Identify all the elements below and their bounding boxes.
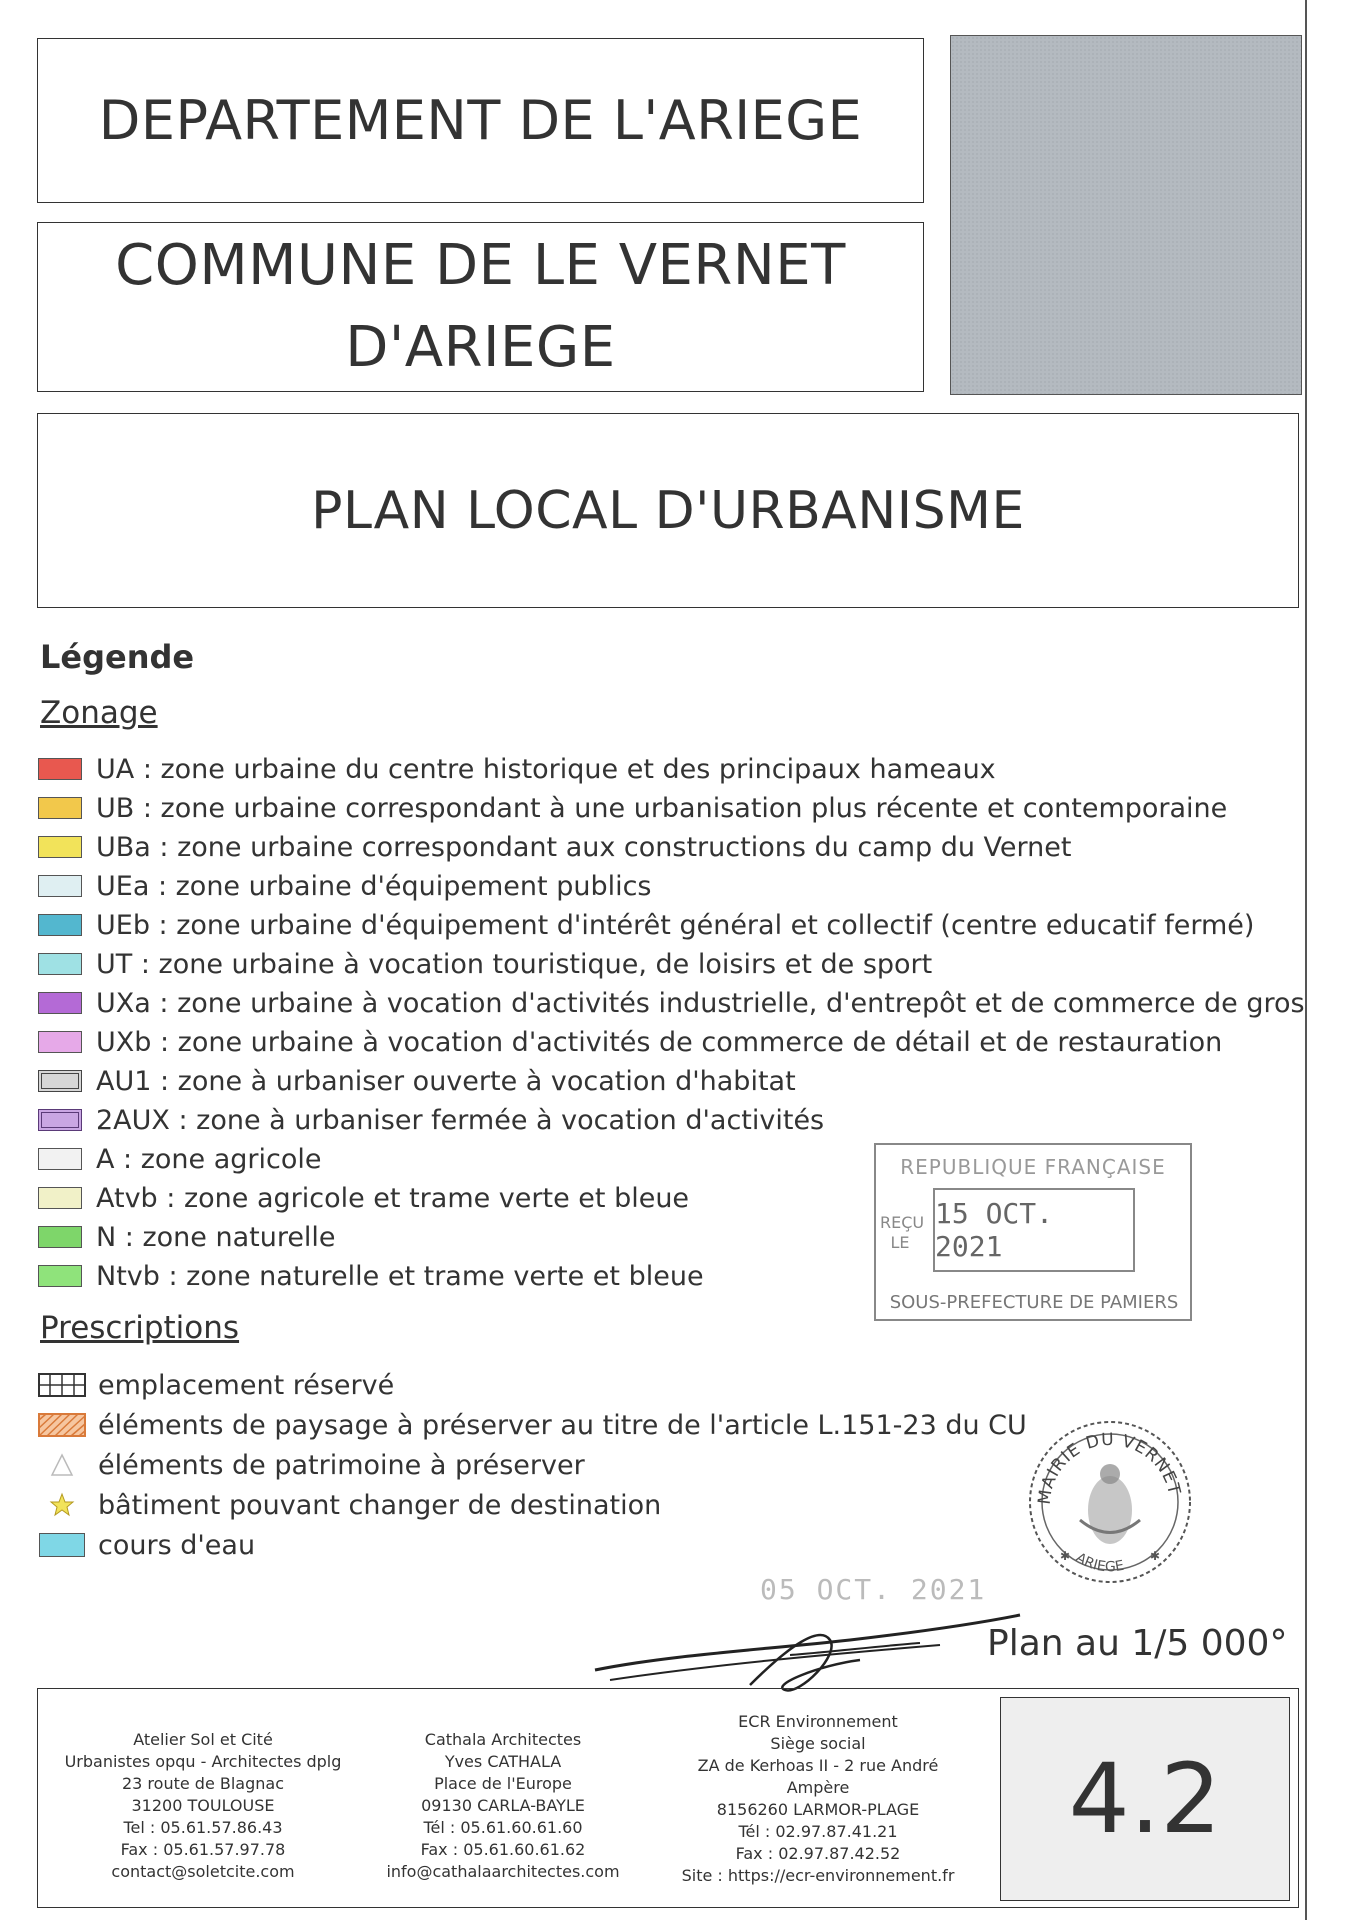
- stamp-sous-prefecture: SOUS-PREFECTURE DE PAMIERS: [889, 1292, 1179, 1313]
- seal-text: MAIRIE DU VERNET: [1034, 1429, 1185, 1506]
- footer-line: Cathala Architectes: [424, 1730, 582, 1749]
- zone-label: UA : zone urbaine du centre historique et des principaux hameaux: [96, 753, 996, 785]
- footer-line: Site : https://ecr-environnement.fr: [681, 1866, 955, 1885]
- document-number: 4.2: [1068, 1743, 1222, 1855]
- zone-item-uea: [38, 867, 652, 905]
- zone-swatch: [38, 953, 82, 975]
- footer-line: Place de l'Europe: [434, 1774, 572, 1793]
- svg-text:✱: ✱: [1060, 1549, 1071, 1563]
- zone-item-ueb: [38, 906, 1254, 944]
- date-stamp: 05 OCT. 2021: [760, 1573, 987, 1606]
- footer-ecr: [658, 1711, 978, 1887]
- zone-swatch: [38, 992, 82, 1014]
- zone-label: N : zone naturelle: [96, 1221, 336, 1253]
- prescription-item-reserve: [38, 1366, 394, 1404]
- prescription-item-paysage: [38, 1406, 1027, 1444]
- footer-line: Tél : 02.97.87.41.21: [738, 1822, 898, 1841]
- zone-label: Ntvb : zone naturelle et trame verte et bleue: [96, 1260, 704, 1292]
- zone-label: Atvb : zone agricole et trame verte et bleue: [96, 1182, 690, 1214]
- zone-label: UEb : zone urbaine d'équipement d'intérêt général et collectif (centre educatif fermé): [96, 909, 1255, 941]
- zone-swatch: [38, 914, 82, 936]
- prescription-label: éléments de patrimoine à préserver: [98, 1449, 585, 1481]
- department-title: DEPARTEMENT DE L'ARIEGE: [98, 89, 863, 152]
- zone-item-ua: [38, 750, 996, 788]
- stamp-republique: REPUBLIQUE FRANÇAISE: [900, 1155, 1166, 1179]
- zone-swatch: [38, 1031, 82, 1053]
- zone-label: UXb : zone urbaine à vocation d'activités de commerce de détail et de restauration: [96, 1026, 1223, 1058]
- grid-hatch-icon: [38, 1372, 86, 1398]
- prefecture-stamp: [874, 1143, 1192, 1321]
- document-title-box: [37, 413, 1299, 608]
- document-number-box: [1000, 1697, 1290, 1901]
- footer-line: Siège social: [770, 1734, 866, 1753]
- zone-item-ntvb: [38, 1257, 704, 1295]
- zone-item-uxa: [38, 984, 1305, 1022]
- svg-text:✱: ✱: [1150, 1549, 1161, 1563]
- prescriptions-section-title: Prescriptions: [40, 1310, 240, 1346]
- zone-item-2aux: [38, 1101, 824, 1139]
- prescription-item-patrimoine: [38, 1446, 585, 1484]
- star-icon: [38, 1492, 86, 1518]
- orange-hatch-icon: [38, 1412, 86, 1438]
- zone-swatch: [38, 797, 82, 819]
- footer-line: 23 route de Blagnac: [121, 1774, 284, 1793]
- footer-line: ZA de Kerhoas II - 2 rue André: [697, 1756, 939, 1775]
- prescription-label: cours d'eau: [98, 1529, 256, 1561]
- legend-title: Légende: [40, 638, 195, 676]
- zone-item-ut: [38, 945, 932, 983]
- prescription-item-batiment: [38, 1486, 661, 1524]
- water-swatch-icon: [38, 1532, 86, 1558]
- zone-swatch: [38, 1148, 82, 1170]
- stamp-date: 15 OCT. 2021: [933, 1188, 1135, 1272]
- footer-line: info@cathalaarchitectes.com: [386, 1862, 620, 1881]
- zone-swatch: [38, 1070, 82, 1092]
- zone-label: UT : zone urbaine à vocation touristique, de loisirs et de sport: [96, 948, 933, 980]
- footer-line: Fax : 05.61.60.61.62: [420, 1840, 586, 1859]
- commune-title-box: [37, 222, 924, 392]
- zone-swatch: [38, 1226, 82, 1248]
- scale-label: Plan au 1/5 000°: [987, 1623, 1288, 1664]
- svg-text:ARIEGE: [1073, 1550, 1125, 1575]
- zone-label: UB : zone urbaine correspondant à une urbanisation plus récente et contemporaine: [96, 792, 1228, 824]
- footer-line: Atelier Sol et Cité: [133, 1730, 273, 1749]
- zone-item-atvb: [38, 1179, 689, 1217]
- zone-label: 2AUX : zone à urbaniser fermée à vocation d'activités: [96, 1104, 825, 1136]
- footer-line: Urbanistes opqu - Architectes dplg: [64, 1752, 342, 1771]
- zone-item-ub: [38, 789, 1227, 827]
- zone-item-n: [38, 1218, 336, 1256]
- triangle-icon: [38, 1452, 86, 1478]
- zonage-section-title: Zonage: [40, 695, 158, 731]
- prescription-item-cours-eau: [38, 1526, 255, 1564]
- zone-swatch: [38, 758, 82, 780]
- footer-sol-et-cite: [58, 1729, 348, 1883]
- mairie-seal: [1020, 1410, 1200, 1590]
- zone-swatch: [38, 1187, 82, 1209]
- footer-line: 31200 TOULOUSE: [131, 1796, 275, 1815]
- zone-label: AU1 : zone à urbaniser ouverte à vocation d'habitat: [96, 1065, 796, 1097]
- prescription-label: emplacement réservé: [98, 1369, 395, 1401]
- zone-item-uxb: [38, 1023, 1222, 1061]
- footer-line: contact@soletcite.com: [111, 1862, 295, 1881]
- zone-label: UXa : zone urbaine à vocation d'activités industrielle, d'entrepôt et de commerce de gros: [96, 987, 1305, 1019]
- gray-map-thumbnail: [950, 35, 1302, 395]
- footer-line: Ampère: [786, 1778, 850, 1797]
- page-frame-line: [1305, 0, 1307, 1920]
- zone-swatch: [38, 875, 82, 897]
- zone-label: UEa : zone urbaine d'équipement publics: [96, 870, 652, 902]
- seal-subtext: ARIEGE: [1072, 1549, 1126, 1576]
- stamp-le: LE: [890, 1233, 910, 1252]
- footer-cathala: [368, 1729, 638, 1883]
- zone-item-a: [38, 1140, 322, 1178]
- footer-line: Fax : 02.97.87.42.52: [735, 1844, 901, 1863]
- footer-line: 8156260 LARMOR-PLAGE: [716, 1800, 920, 1819]
- commune-title-line1: COMMUNE DE LE VERNET: [115, 233, 846, 298]
- prescription-label: éléments de paysage à préserver au titre de l'article L.151-23 du CU: [98, 1409, 1027, 1441]
- stamp-recu-le: [880, 1213, 925, 1253]
- zone-item-au1: [38, 1062, 796, 1100]
- footer-line: Yves CATHALA: [444, 1752, 562, 1771]
- zone-swatch: [38, 1265, 82, 1287]
- zone-item-uba: [38, 828, 1071, 866]
- footer-line: 09130 CARLA-BAYLE: [421, 1796, 585, 1815]
- prescription-label: bâtiment pouvant changer de destination: [98, 1489, 662, 1521]
- footer-line: Tel : 05.61.57.86.43: [123, 1818, 283, 1837]
- footer-line: Fax : 05.61.57.97.78: [120, 1840, 286, 1859]
- zone-swatch: [38, 836, 82, 858]
- department-title-box: [37, 38, 924, 203]
- footer-box: [37, 1688, 1299, 1908]
- zone-swatch: [38, 1109, 82, 1131]
- commune-title-line2: D'ARIEGE: [345, 315, 616, 380]
- document-title: PLAN LOCAL D'URBANISME: [311, 480, 1025, 541]
- footer-line: Tél : 05.61.60.61.60: [423, 1818, 583, 1837]
- stamp-recu: REÇU: [880, 1213, 925, 1232]
- zone-label: A : zone agricole: [96, 1143, 322, 1175]
- zone-label: UBa : zone urbaine correspondant aux constructions du camp du Vernet: [96, 831, 1072, 863]
- footer-line: ECR Environnement: [738, 1712, 898, 1731]
